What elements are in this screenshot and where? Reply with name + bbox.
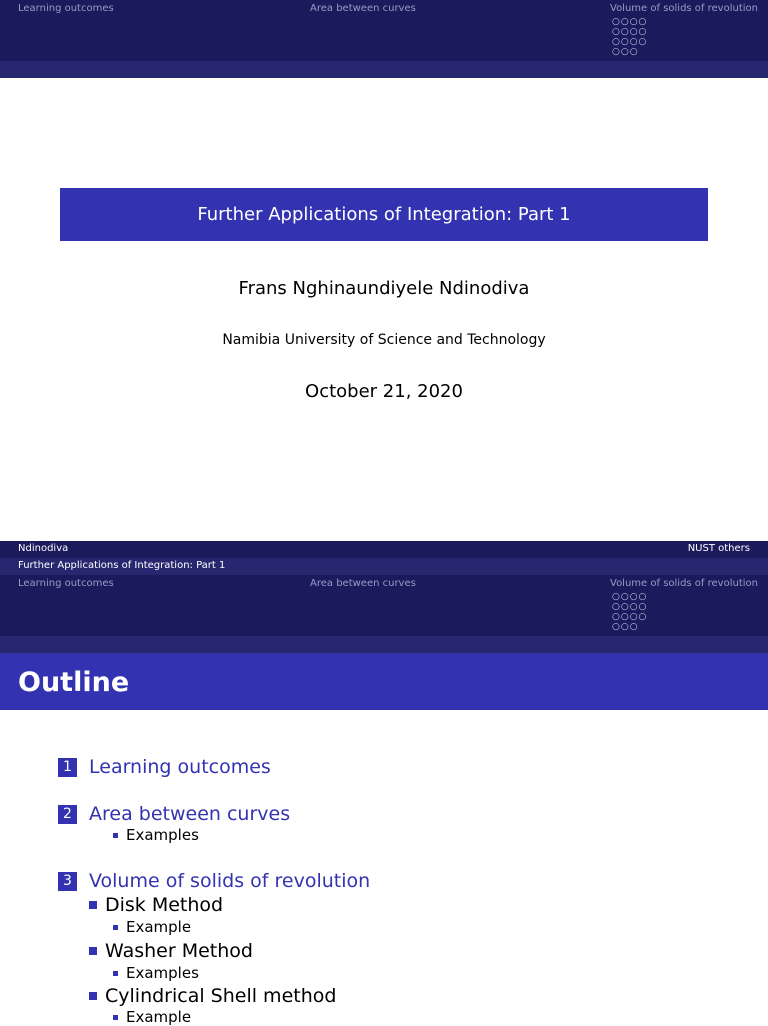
toc-subitem[interactable]: Example [113, 1008, 191, 1026]
footer-author: Ndinodiva [18, 543, 69, 554]
top-navigation [0, 0, 768, 61]
toc-section-1[interactable] [58, 756, 271, 778]
author-name: Frans Nghinaundiyele Ndinodiva [238, 278, 530, 299]
top-navigation-2 [0, 575, 768, 636]
toc-subitem[interactable]: Examples [113, 964, 199, 982]
presentation-date: October 21, 2020 [305, 381, 463, 402]
nav-learning-outcomes[interactable]: Learning outcomes [18, 578, 114, 589]
toc-section-3[interactable] [58, 870, 370, 892]
footer-title-bar [0, 558, 768, 575]
nav-subbar-2 [0, 636, 768, 653]
navigation-dots[interactable]: ○○○○ ○○○○ ○○○○ ○○○ [612, 592, 648, 632]
footer-author-bar [0, 541, 768, 558]
square-bullet-icon [113, 833, 118, 838]
toc-section-label: Volume of solids of revolution [89, 870, 371, 892]
square-bullet-icon [113, 925, 118, 930]
toc-section-2[interactable] [58, 803, 290, 825]
nav-area-between-curves[interactable]: Area between curves [310, 3, 416, 14]
footer-title: Further Applications of Integration: Part 1 [18, 560, 226, 571]
toc-item-shell[interactable]: Cylindrical Shell method [89, 985, 336, 1007]
square-bullet-icon [89, 947, 97, 955]
toc-item-disk[interactable]: Disk Method [89, 894, 223, 916]
square-bullet-icon [113, 971, 118, 976]
toc-item-washer[interactable]: Washer Method [89, 940, 253, 962]
section-number: 3 [58, 872, 77, 891]
toc-section-label: Area between curves [89, 803, 291, 825]
navigation-dots[interactable]: ○○○○ ○○○○ ○○○○ ○○○ [612, 17, 648, 57]
frame-title: Outline [0, 653, 768, 710]
square-bullet-icon [113, 1015, 118, 1020]
square-bullet-icon [89, 992, 97, 1000]
toc-section-label: Learning outcomes [89, 756, 271, 778]
institute-name: Namibia University of Science and Technology [222, 332, 546, 348]
toc-subitem[interactable]: Example [113, 918, 191, 936]
nav-volume-solids[interactable]: Volume of solids of revolution [610, 3, 758, 14]
square-bullet-icon [89, 901, 97, 909]
toc-subsection[interactable]: Examples [113, 826, 199, 844]
section-number: 1 [58, 758, 77, 777]
presentation-title: Further Applications of Integration: Part 1 [60, 188, 708, 241]
nav-area-between-curves[interactable]: Area between curves [310, 578, 416, 589]
nav-subbar [0, 61, 768, 78]
nav-learning-outcomes[interactable]: Learning outcomes [18, 3, 114, 14]
section-number: 2 [58, 805, 77, 824]
footer-institute: NUST others [687, 543, 750, 554]
nav-volume-solids[interactable]: Volume of solids of revolution [610, 578, 758, 589]
